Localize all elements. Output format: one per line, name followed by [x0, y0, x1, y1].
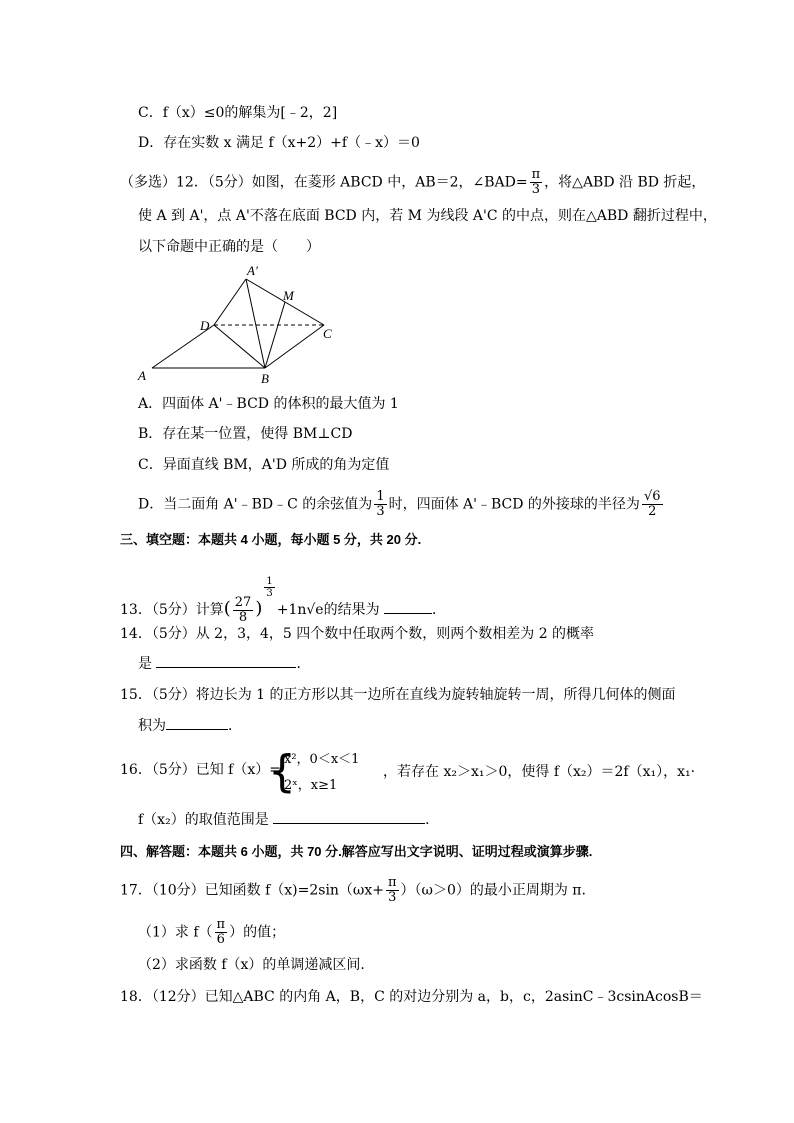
q17-part-2: （2）求函数 f（x）的单调递减区间. — [138, 957, 365, 973]
q17-phase-den: 3 — [388, 890, 397, 905]
q13-lparen: ( — [223, 598, 231, 619]
q13-base-fraction — [233, 596, 254, 625]
q13-base-den: 8 — [238, 609, 248, 625]
q12-option-d-radius-fraction — [642, 490, 663, 519]
q13 — [120, 576, 446, 625]
q13-part-b: +1n√e的结果为 — [276, 602, 380, 618]
section-3-heading: 三、填空题：本题共 4 小题，每小题 5 分，共 20 分. — [120, 532, 422, 547]
q14-end: ． — [296, 656, 311, 672]
q16-line2 — [138, 809, 439, 830]
q12-stem-line3: 以下命题中正确的是（ ） — [138, 239, 320, 255]
q12-angle-fraction — [530, 168, 543, 197]
label-c: C — [323, 326, 332, 341]
q12-option-b: B．存在某一位置，使得 BM⊥CD — [138, 426, 353, 442]
q17-phase-fraction — [386, 876, 399, 905]
q16-part-b: ，若存在 x₂＞x₁＞0，使得 f（x₂）＝2f（x₁），x₁· — [383, 764, 696, 780]
q13-part-a: 13．（5分）计算 — [120, 602, 224, 618]
label-a-prime: A' — [247, 263, 258, 278]
q13-answer-blank[interactable] — [384, 599, 432, 614]
q12-option-d-part-b: 时，四面体 A'﹣BCD 的外接球的半径为 — [388, 496, 640, 513]
label-a: A — [138, 368, 146, 383]
q16-brace: { — [268, 746, 296, 797]
q16-answer-blank[interactable] — [273, 809, 425, 824]
q12-option-d — [138, 490, 665, 519]
label-b: B — [261, 371, 269, 386]
q12-angle-den: 3 — [531, 182, 541, 197]
q13-exp-den: 3 — [266, 588, 273, 599]
q14-line2-text: 是 — [138, 656, 152, 672]
q12-option-d-part-a: D．当二面角 A'﹣BD﹣C 的余弦值为 — [138, 496, 373, 513]
q16-line2-text: f（x₂）的取值范围是 — [138, 812, 269, 828]
q13-exp-num: 1 — [266, 576, 273, 587]
q11-option-c: C．f（x）≤0的解集为[﹣2，2] — [138, 105, 338, 121]
q15-end: ． — [228, 718, 242, 734]
q15-answer-blank[interactable] — [166, 715, 228, 730]
cos-num: 1 — [376, 489, 385, 504]
label-d: D — [200, 318, 210, 333]
q16-case2: 2ˣ，x≥1 — [284, 778, 338, 793]
q17-p1-a: （1）求 f（ — [138, 924, 213, 941]
q14-line2 — [138, 653, 310, 674]
q17-stem — [120, 876, 586, 905]
q12-angle-num: π — [531, 167, 541, 182]
section-4-heading: 四、解答题：本题共 6 小题，共 70 分.解答应写出文字说明、证明过程或演算步骤. — [120, 844, 593, 859]
q13-exponent-fraction — [264, 576, 274, 599]
q13-base-num: 27 — [234, 594, 252, 610]
label-m: M — [283, 288, 294, 303]
q12-stem-part-c: ，将△ABD 沿 BD 折起， — [544, 174, 706, 191]
q13-rparen: ) — [255, 598, 263, 619]
edge-b-c — [265, 325, 324, 368]
rhombus-fold-figure — [130, 262, 350, 390]
q12-angle-label: ∠BAD= — [472, 174, 528, 191]
q14-answer-blank[interactable] — [156, 653, 296, 668]
q17-part-b: ）（ω＞0）的最小正周期为 π. — [400, 882, 586, 899]
q17-p1-num: π — [216, 917, 226, 932]
q16-case1: x²，0＜x＜1 — [284, 752, 360, 767]
q15-line2-text: 积为 — [138, 718, 166, 734]
q16-end: ． — [425, 812, 440, 828]
cos-den: 3 — [376, 504, 385, 519]
q13-end: ． — [432, 602, 447, 618]
q12-option-c: C．异面直线 BM，A'D 所成的角为定值 — [138, 457, 390, 473]
edge-d-a1 — [214, 279, 246, 325]
q17-p1-b: ）的值； — [229, 924, 286, 941]
q12-stem-line2: 使 A 到 A'，点 A'不落在底面 BCD 内，若 M 为线段 A'C 的中点，则在△ABD 翻折过程中， — [138, 208, 717, 224]
radius-num: √6 — [643, 489, 661, 504]
q15-line2 — [138, 715, 242, 736]
q12-option-d-cos-fraction — [374, 490, 386, 519]
q15-line1: 15．（5分）将边长为 1 的正方形以其一边所在直线为旋转轴旋转一周，所得几何体的侧面 — [120, 687, 676, 703]
q17-part-1 — [138, 918, 285, 947]
q11-option-d: D．存在实数 x 满足 f（x+2）+f（﹣x）＝0 — [138, 135, 420, 151]
q16-part-a: 16．（5分）已知 f（x）= — [120, 762, 281, 778]
q18-line1: 18．（12分）已知△ABC 的内角 A，B，C 的对边分别为 a，b，c，2asinC﹣3csinAcosB＝ — [120, 989, 703, 1005]
q12-stem-line1 — [120, 168, 705, 197]
edge-b-m — [265, 302, 285, 368]
radius-den: 2 — [648, 504, 657, 519]
q17-p1-den: 6 — [216, 932, 225, 947]
q17-p1-fraction — [215, 918, 228, 947]
q12-stem-part-a: （多选）12．（5分）如图，在菱形 ABCD 中，AB＝2， — [120, 174, 473, 191]
q14-line1: 14．（5分）从 2，3，4，5 四个数中任取两个数，则两个数相差为 2 的概率 — [120, 626, 595, 642]
q12-option-a: A．四面体 A'﹣BCD 的体积的最大值为 1 — [138, 396, 399, 412]
q17-part-a: 17．（10分）已知函数 f（x)=2sin（ωx+ — [120, 882, 384, 899]
q17-phase-num: π — [387, 875, 397, 890]
